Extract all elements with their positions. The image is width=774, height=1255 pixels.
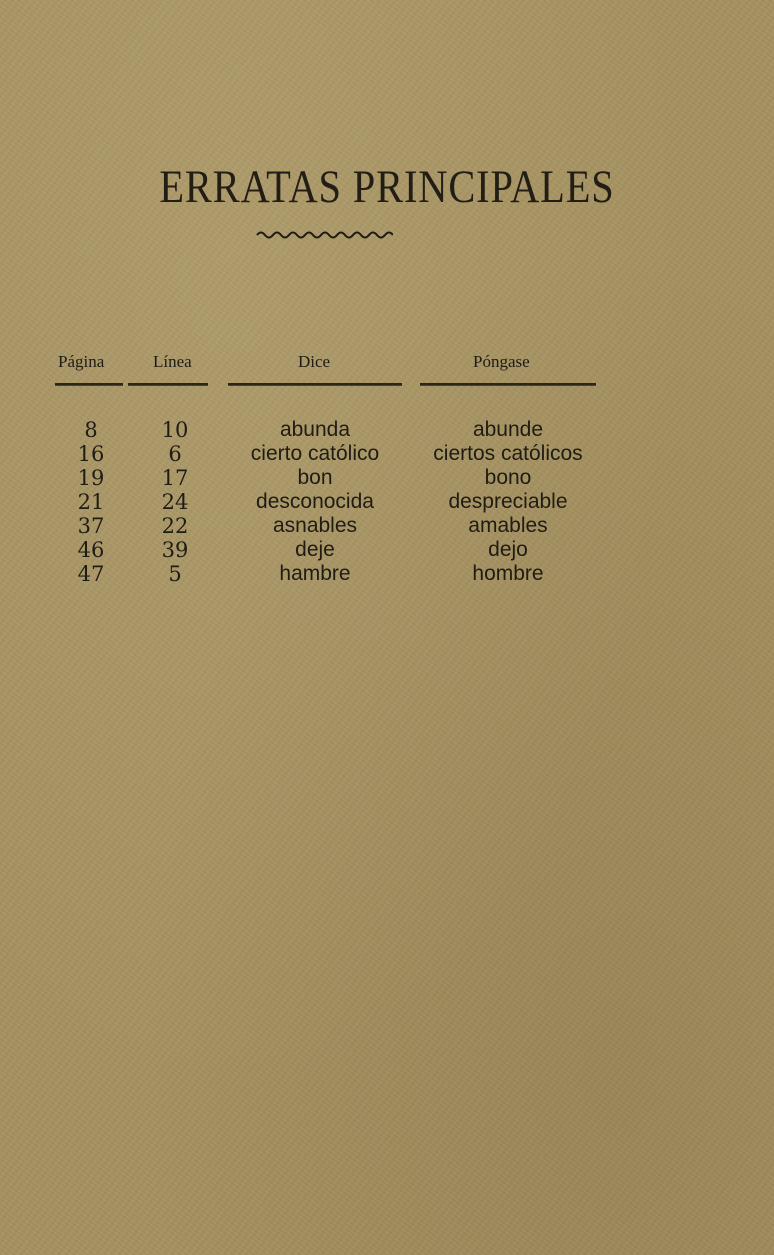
cell-dice: cierto católico: [250, 442, 380, 465]
cell-linea: 22: [161, 514, 189, 538]
column-rule-pagina: [55, 383, 123, 386]
cell-pagina: 46: [77, 538, 105, 562]
column-rule-pongase: [420, 383, 596, 386]
cell-dice: abunda: [279, 418, 351, 441]
wavy-rule-ornament: [255, 228, 393, 242]
cell-pongase: abunde: [472, 418, 544, 441]
cell-pongase: amables: [468, 514, 548, 537]
cell-dice: asnables: [272, 514, 358, 537]
cell-pongase: bono: [484, 466, 532, 489]
cell-pongase: hombre: [472, 562, 544, 585]
cell-pagina: 16: [77, 442, 105, 466]
cell-linea: 39: [161, 538, 189, 562]
cell-dice: hambre: [279, 562, 351, 585]
cell-linea: 5: [168, 562, 182, 586]
cell-pagina: 19: [77, 466, 105, 490]
cell-dice: deje: [295, 538, 335, 561]
cell-linea: 6: [168, 442, 182, 466]
column-header-pongase: Póngase: [473, 352, 530, 371]
cell-pongase: despreciable: [448, 490, 568, 513]
cell-linea: 24: [161, 490, 189, 514]
cell-pongase: ciertos católicos: [433, 442, 583, 465]
column-header-dice: Dice: [298, 352, 331, 371]
column-header-pagina: Página: [58, 352, 105, 371]
cell-dice: desconocida: [256, 490, 374, 513]
cell-linea: 17: [161, 466, 189, 490]
column-header-linea: Línea: [153, 352, 192, 371]
cell-pagina: 37: [77, 514, 105, 538]
cell-pagina: 21: [77, 490, 105, 514]
page-title: ERRATAS PRINCIPALES: [159, 161, 615, 213]
cell-pagina: 8: [84, 418, 98, 442]
cell-linea: 10: [161, 418, 189, 442]
column-rule-dice: [228, 383, 402, 386]
cell-dice: bon: [297, 466, 333, 489]
column-rule-linea: [128, 383, 208, 386]
cell-pagina: 47: [77, 562, 105, 586]
cell-pongase: dejo: [488, 538, 528, 561]
